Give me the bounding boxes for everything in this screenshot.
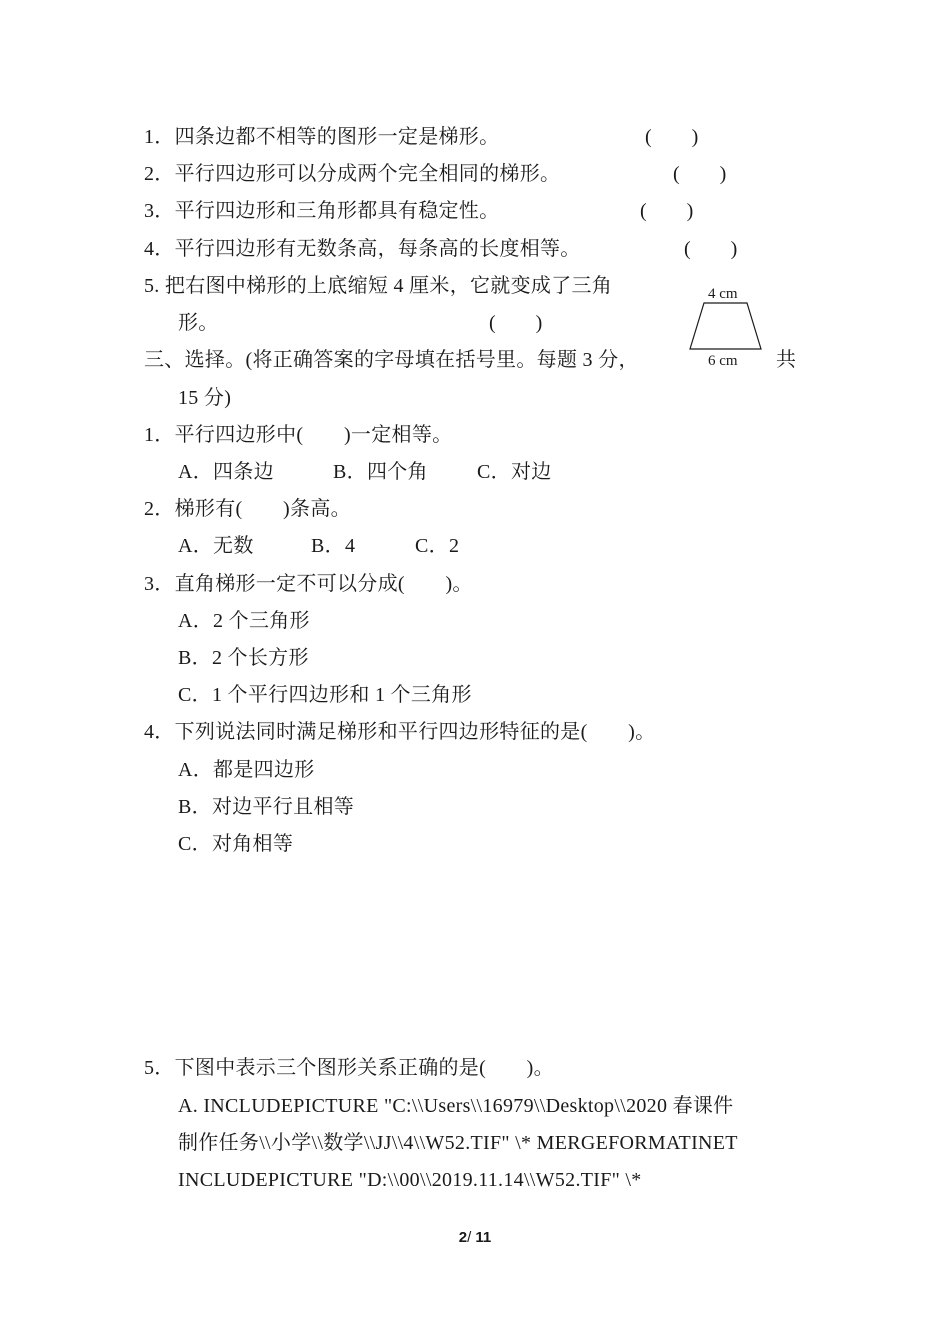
answer-blank-4: ( ) — [684, 238, 738, 260]
judge-item-5: 5. 把右图中梯形的上底缩短 4 厘米，它就变成了三角 — [144, 275, 613, 297]
choice-4-option-c: C．对角相等 — [178, 833, 294, 855]
answer-blank-3: ( ) — [640, 200, 694, 222]
choice-5-line-1: A. INCLUDEPICTURE "C:\\Users\\16979\\Desktop\\2020 春课件 — [178, 1095, 734, 1117]
choice-4-option-b: B．对边平行且相等 — [178, 796, 355, 818]
choice-1-option-b: B．四个角 — [333, 461, 428, 483]
choice-2-option-b: B．4 — [311, 535, 356, 557]
section-3-title-cont: 15 分) — [178, 387, 232, 409]
choice-2-option-c: C．2 — [415, 535, 460, 557]
choice-question-5: 5．下图中表示三个图形关系正确的是( )。 — [144, 1057, 554, 1079]
choice-question-4: 4．下列说法同时满足梯形和平行四边形特征的是( )。 — [144, 721, 656, 743]
page-separator: / — [467, 1229, 472, 1246]
page-number — [0, 1229, 950, 1246]
choice-3-option-b: B．2 个长方形 — [178, 647, 309, 669]
trapezoid-figure — [683, 282, 773, 372]
choice-question-2: 2．梯形有( )条高。 — [144, 498, 351, 520]
current-page: 2 — [458, 1229, 468, 1246]
choice-5-line-2: 制作任务\\小学\\数学\\JJ\\4\\W52.TIF" \* MERGEFORMATINET — [178, 1132, 738, 1154]
choice-4-option-a: A．都是四边形 — [178, 759, 315, 781]
judge-item-1: 1．四条边都不相等的图形一定是梯形。 — [144, 126, 500, 148]
judge-item-4: 4．平行四边形有无数条高，每条高的长度相等。 — [144, 238, 581, 260]
trapezoid-top-label: 4 cm — [708, 286, 738, 302]
choice-2-option-a: A．无数 — [178, 535, 254, 557]
choice-3-option-a: A．2 个三角形 — [178, 610, 310, 632]
choice-1-option-c: C．对边 — [477, 461, 552, 483]
section-3-title-tail: 共 — [776, 349, 797, 371]
choice-5-line-3: INCLUDEPICTURE "D:\\00\\2019.11.14\\W52.TIF" \* — [178, 1169, 642, 1191]
choice-question-1: 1．平行四边形中( )一定相等。 — [144, 424, 453, 446]
judge-item-5-cont: 形。 — [178, 312, 219, 334]
answer-blank-5: ( ) — [489, 312, 543, 334]
answer-blank-2: ( ) — [673, 163, 727, 185]
total-pages: 11 — [475, 1229, 492, 1246]
choice-3-option-c: C．1 个平行四边形和 1 个三角形 — [178, 684, 472, 706]
choice-question-3: 3．直角梯形一定不可以分成( )。 — [144, 573, 473, 595]
answer-blank-1: ( ) — [645, 126, 699, 148]
trapezoid-bottom-label: 6 cm — [708, 353, 738, 369]
choice-1-option-a: A．四条边 — [178, 461, 274, 483]
judge-item-3: 3．平行四边形和三角形都具有稳定性。 — [144, 200, 500, 222]
trapezoid-shape — [690, 303, 761, 349]
section-3-title: 三、选择。(将正确答案的字母填在括号里。每题 3 分， — [144, 349, 639, 371]
judge-item-2: 2．平行四边形可以分成两个完全相同的梯形。 — [144, 163, 561, 185]
